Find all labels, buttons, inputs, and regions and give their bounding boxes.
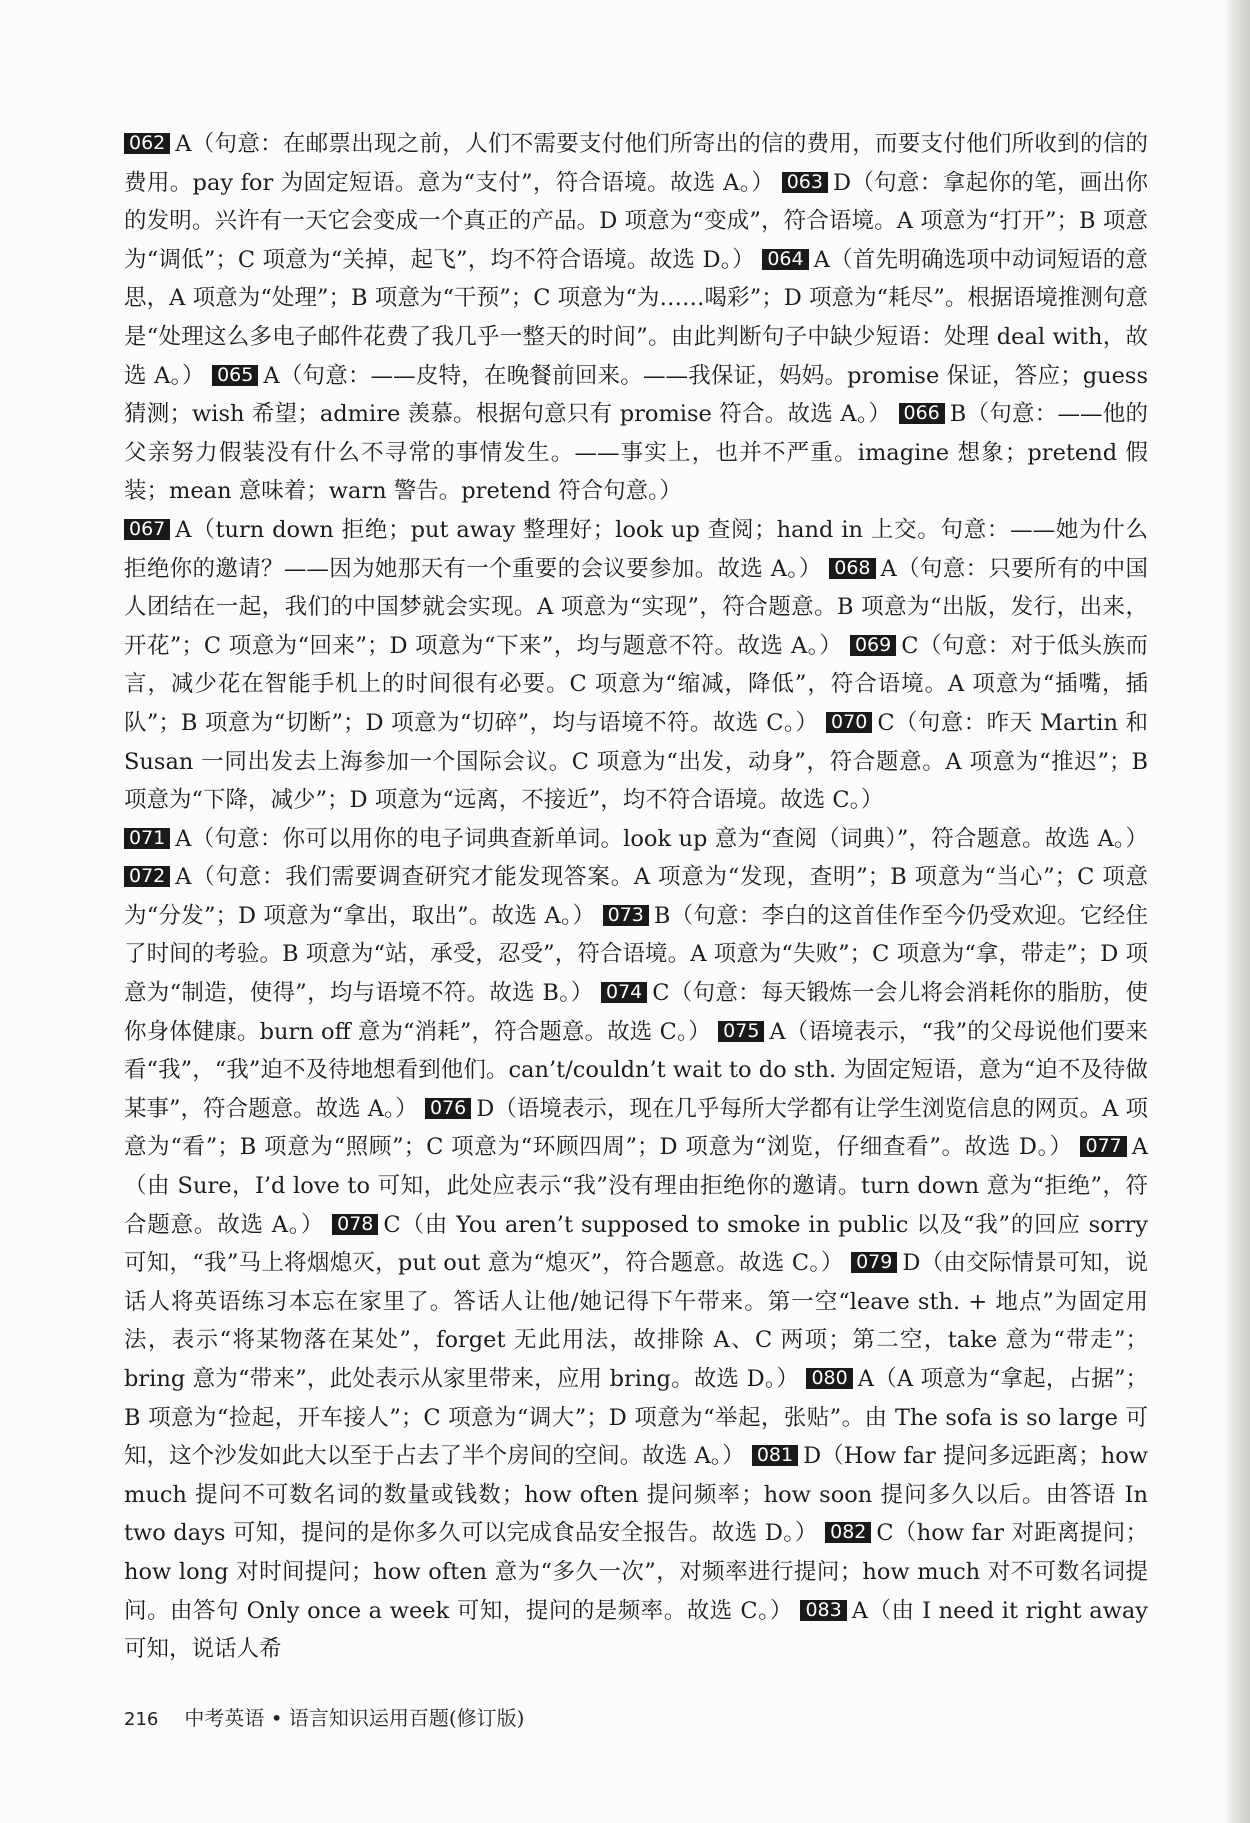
question-number-badge: 081	[752, 1445, 798, 1466]
answer-text: A（首先明确选项中动词短语的意思，A 项意为“处理”；B 项意为“干预”；C 项意为“为……喝彩”；D 项意为“耗尽”。根据语境推测句意是“处理这么多电子邮件花费了我几乎一整天的时间”。由此判断句子中缺少短语：处理 deal with，故选 A。）	[124, 246, 1149, 389]
page-edge	[1224, 0, 1250, 1823]
answer-text: C（句意：对于低头族而言，减少花在智能手机上的时间很有必要。C 项意为“缩减，降低”，符合语境。A 项意为“插嘴，插队”；B 项意为“切断”；D 项意为“切碎”，均与语境不符。故选 C。）	[124, 632, 1148, 736]
question-number-badge: 077	[1080, 1136, 1126, 1157]
question-number-badge: 067	[124, 519, 170, 540]
answer-text: B（句意：——他的父亲努力假装没有什么不寻常的事情发生。——事实上，也并不严重。imagine 想象；pretend 假装；mean 意味着；warn 警告。pretend 符合句意。）	[124, 401, 1148, 505]
answer-text: A（turn down 拒绝；put away 整理好；look up 查阅；hand in 上交。句意：——她为什么拒绝你的邀请？——因为她那天有一个重要的会议要参加。故选 A。）	[124, 516, 1148, 582]
question-number-badge: 068	[829, 558, 875, 579]
answer-text: D（由交际情景可知，说话人将英语练习本忘在家里了。答话人让他/她记得下午带来。第一空“leave sth. + 地点”为固定用法，表示“将某物落在某处”，forget 无此用法，故排除 A、C 两项；第二空，take 意为“带走”；bring 意为“带来”，此处表示从家里带来，应用 bring。故选 D。）	[124, 1250, 1148, 1392]
answer-explanations	[124, 125, 1148, 1669]
question-number-badge: 071	[124, 828, 170, 849]
question-number-badge: 069	[850, 635, 896, 656]
answer-text: A（句意：——皮特，在晚餐前回来。——我保证，妈妈。promise 保证，答应；guess 猜测；wish 希望；admire 羡慕。根据句意只有 promise 符合。故选 A。）	[124, 362, 1149, 428]
book-title: 中考英语 • 语言知识运用百题(修订版)	[184, 1706, 525, 1730]
question-number-badge: 066	[899, 403, 945, 424]
answer-text: A（语境表示，“我”的父母说他们要来看“我”，“我”迫不及待地想看到他们。can’t/couldn’t wait to do sth. 为固定短语，意为“迫不及待做某事”，符合题意。故选 A。）	[124, 1018, 1148, 1122]
answer-text: A（句意：你可以用你的电子词典查新单词。look up 意为“查阅（词典）”，符合题意。故选 A。）	[175, 825, 1148, 852]
question-number-badge: 063	[782, 172, 828, 193]
answer-text: B（句意：李白的这首佳作至今仍受欢迎。它经住了时间的考验。B 项意为“站，承受，忍受”，符合语境。A 项意为“失败”；C 项意为“拿，带走”；D 项意为“制造，使得”，均与语境不符。故选 B。）	[124, 902, 1149, 1007]
question-number-badge: 083	[800, 1600, 846, 1621]
question-number-badge: 064	[762, 249, 808, 270]
question-number-badge: 079	[851, 1252, 897, 1273]
answer-text: A（句意：只要所有的中国人团结在一起，我们的中国梦就会实现。A 项意为“实现”，符合题意。B 项意为“出版，发行，出来，开花”；C 项意为“回来”；D 项意为“下来”，均与题意不符。故选 A。）	[124, 555, 1149, 659]
answer-paragraph	[124, 125, 1148, 511]
answer-text: A（句意：在邮票出现之前，人们不需要支付他们所寄出的信的费用，而要支付他们所收到的信的费用。pay for 为固定短语。意为“支付”，符合语境。故选 A。）	[124, 131, 1148, 196]
question-number-badge: 072	[124, 866, 170, 887]
answer-text: D（句意：拿起你的笔，画出你的发明。兴许有一天它会变成一个真正的产品。D 项意为“变成”，符合语境。A 项意为“打开”；B 项意为“调低”；C 项意为“关掉，起飞”，均不符合语境。故选 D。）	[124, 169, 1149, 273]
question-number-badge: 062	[124, 133, 170, 154]
question-number-badge: 073	[603, 905, 649, 926]
answer-paragraph	[124, 511, 1148, 820]
answer-text: A（由 Sure，I’d love to 可知，此处应表示“我”没有理由拒绝你的邀请。turn down 意为“拒绝”，符合题意。故选 A。）	[124, 1134, 1148, 1238]
question-number-badge: 065	[212, 365, 258, 386]
answer-paragraph	[124, 820, 1148, 1669]
answer-text: C（句意：每天锻炼一会儿将会消耗你的脂肪，使你身体健康。burn off 意为“消耗”，符合题意。故选 C。）	[124, 980, 1149, 1045]
answer-text: A（由 I need it right away 可知，说话人希	[124, 1597, 1148, 1663]
question-number-badge: 082	[825, 1522, 871, 1543]
question-number-badge: 078	[332, 1214, 378, 1235]
page-footer	[124, 1702, 524, 1731]
question-number-badge: 076	[425, 1098, 471, 1119]
answer-text: D（语境表示，现在几乎每所大学都有让学生浏览信息的网页。A 项意为“看”；B 项意为“照顾”；C 项意为“环顾四周”；D 项意为“浏览，仔细查看”。故选 D。）	[124, 1095, 1148, 1161]
answer-text: C（句意：昨天 Martin 和 Susan 一同出发去上海参加一个国际会议。C 项意为“出发，动身”，符合题意。A 项意为“推迟”；B 项意为“下降，减少”；D 项意为“远离，不接近”，均不符合语境。故选 C。）	[124, 709, 1149, 814]
answer-text: C（由 You aren’t supposed to smoke in public 以及“我”的回应 sorry 可知，“我”马上将烟熄灭，put out 意为“熄灭”，符合题意。故选 C。）	[124, 1211, 1148, 1277]
answer-text: A（句意：我们需要调查研究才能发现答案。A 项意为“发现，查明”；B 项意为“当心”；C 项意为“分发”；D 项意为“拿出，取出”。故选 A。）	[124, 864, 1148, 929]
page-number: 216	[124, 1709, 159, 1730]
question-number-badge: 080	[806, 1368, 852, 1389]
answer-text: A（A 项意为“拿起，占据”；B 项意为“捡起，开车接人”；C 项意为“调大”；D 项意为“举起，张贴”。由 The sofa is so large 可知，这个沙发如此大以至于占去了半个房间的空间。故选 A。）	[124, 1366, 1149, 1470]
question-number-badge: 074	[601, 982, 647, 1003]
question-number-badge: 075	[718, 1021, 764, 1042]
answer-text: D（How far 提问多远距离；how much 提问不可数名词的数量或钱数；how often 提问频率；how soon 提问多久以后。由答语 In two days 可知，提问的是你多久可以完成食品安全报告。故选 D。）	[124, 1443, 1148, 1547]
question-number-badge: 070	[826, 712, 872, 733]
answer-text: C（how far 对距离提问；how long 对时间提问；how often 意为“多久一次”，对频率进行提问；how much 对不可数名词提问。由答句 Only once a week 可知，提问的是频率。故选 C。）	[124, 1520, 1148, 1624]
